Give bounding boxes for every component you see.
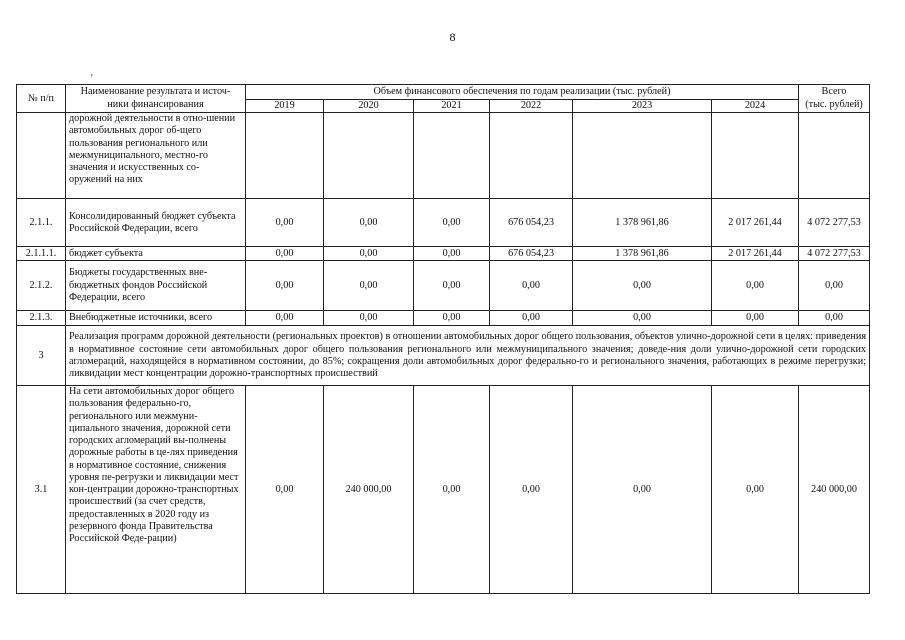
row-total: 4 072 277,53 <box>799 199 870 247</box>
row-value-2021: 0,00 <box>414 247 490 261</box>
row-value-2021: 0,00 <box>414 199 490 247</box>
header-total-line1: Всего <box>821 86 847 98</box>
row-value-2022: 676 054,23 <box>490 199 573 247</box>
row-total: 4 072 277,53 <box>799 247 870 261</box>
table-row <box>17 261 870 311</box>
row-num: 2.1.2. <box>17 261 66 311</box>
row-name: Бюджеты государственных вне-бюджетных фондов Российской Федерации, всего <box>66 261 246 311</box>
row-value-2019 <box>246 113 324 199</box>
header-num: № п/п <box>17 85 66 113</box>
year-2024: 2024 <box>712 100 799 113</box>
table-row <box>17 386 870 594</box>
section-row <box>17 326 870 386</box>
row-value-2019: 0,00 <box>246 199 324 247</box>
header-volume: Объем финансового обеспечения по годам реализации (тыс. рублей) <box>246 85 799 100</box>
row-value-2022: 676 054,23 <box>490 247 573 261</box>
row-value-2020: 0,00 <box>324 247 414 261</box>
row-value-2023: 0,00 <box>573 386 712 594</box>
row-value-2022: 0,00 <box>490 386 573 594</box>
row-value-2021: 0,00 <box>414 311 490 326</box>
row-total: 240 000,00 <box>799 386 870 594</box>
row-total <box>799 113 870 199</box>
row-num: 2.1.1. <box>17 199 66 247</box>
row-value-2024: 2 017 261,44 <box>712 199 799 247</box>
row-value-2020 <box>324 113 414 199</box>
row-value-2021: 0,00 <box>414 261 490 311</box>
row-total: 0,00 <box>799 311 870 326</box>
row-value-2024: 0,00 <box>712 261 799 311</box>
row-value-2020: 0,00 <box>324 261 414 311</box>
table-row <box>17 113 870 199</box>
stray-mark: ' <box>91 73 93 84</box>
year-2022: 2022 <box>490 100 573 113</box>
row-value-2019: 0,00 <box>246 247 324 261</box>
row-name: Внебюджетные источники, всего <box>66 311 246 326</box>
year-2021: 2021 <box>414 100 490 113</box>
row-value-2021 <box>414 113 490 199</box>
table-row <box>17 199 870 247</box>
row-value-2024 <box>712 113 799 199</box>
financing-table <box>16 84 870 594</box>
row-value-2022: 0,00 <box>490 311 573 326</box>
header-row <box>17 85 870 100</box>
row-name: На сети автомобильных дорог общего пользования федерально-го, регионального или межмуни-ципального значения, дорожной сети городских агломераций вы-полнены дорожные работы в це-лях приведения в нормативное состояние, снижения уровня пе-регрузки и ликвидации мест кон-центрации дорожно-транспортных происшествий (за счет средств, предоставленных в 2020 году из резервного фонда Правительства Российской Феде-рации) <box>66 386 246 594</box>
row-num: 2.1.3. <box>17 311 66 326</box>
row-total: 0,00 <box>799 261 870 311</box>
header-name-line2: ники финансирования <box>107 98 204 110</box>
table-row <box>17 247 870 261</box>
year-2020: 2020 <box>324 100 414 113</box>
row-num: 3.1 <box>17 386 66 594</box>
row-num <box>17 113 66 199</box>
row-value-2024: 0,00 <box>712 386 799 594</box>
page-number: 8 <box>449 30 456 44</box>
row-name: дорожной деятельности в отно-шении автомобильных дорог об-щего пользования регионального или межмуниципального, местно-го значения и искусственных со-оружений на них <box>66 113 246 199</box>
header-total <box>799 85 870 113</box>
row-value-2022 <box>490 113 573 199</box>
row-value-2019: 0,00 <box>246 261 324 311</box>
row-value-2019: 0,00 <box>246 311 324 326</box>
row-value-2023: 1 378 961,86 <box>573 247 712 261</box>
row-value-2022: 0,00 <box>490 261 573 311</box>
row-name: Консолидированный бюджет субъекта Российской Федерации, всего <box>66 199 246 247</box>
section-num: 3 <box>17 326 66 386</box>
year-2023: 2023 <box>573 100 712 113</box>
row-value-2023: 0,00 <box>573 311 712 326</box>
year-2019: 2019 <box>246 100 324 113</box>
row-value-2024: 2 017 261,44 <box>712 247 799 261</box>
row-value-2021: 0,00 <box>414 386 490 594</box>
row-num: 2.1.1.1. <box>17 247 66 261</box>
row-value-2020: 0,00 <box>324 311 414 326</box>
section-text: Реализация программ дорожной деятельности (региональных проектов) в отношении автомобильных дорог общего пользования, объектов улично-дорожной сети в целях: приведения в нормативное состояние сети автомобильных дорог общего пользования регионального или межмуниципального значения; доведе-ния доли улично-дорожной сети городских агломераций, находящейся в нормативном состоянии, до 85%; сокращения доли автомобильных дорог федерально-го и регионального значения, работающих в режиме перегрузки; ликвидации мест концентрации дорожно-транспортных происшествий <box>66 326 870 386</box>
row-value-2023: 0,00 <box>573 261 712 311</box>
header-name-line1: Наименование результата и источ- <box>80 86 231 98</box>
row-name: бюджет субъекта <box>66 247 246 261</box>
row-value-2024: 0,00 <box>712 311 799 326</box>
row-value-2019: 0,00 <box>246 386 324 594</box>
header-name <box>66 85 246 113</box>
table-row <box>17 311 870 326</box>
header-total-line2: (тыс. рублей) <box>805 98 863 110</box>
row-value-2020: 0,00 <box>324 199 414 247</box>
row-value-2020: 240 000,00 <box>324 386 414 594</box>
row-value-2023: 1 378 961,86 <box>573 199 712 247</box>
row-value-2023 <box>573 113 712 199</box>
